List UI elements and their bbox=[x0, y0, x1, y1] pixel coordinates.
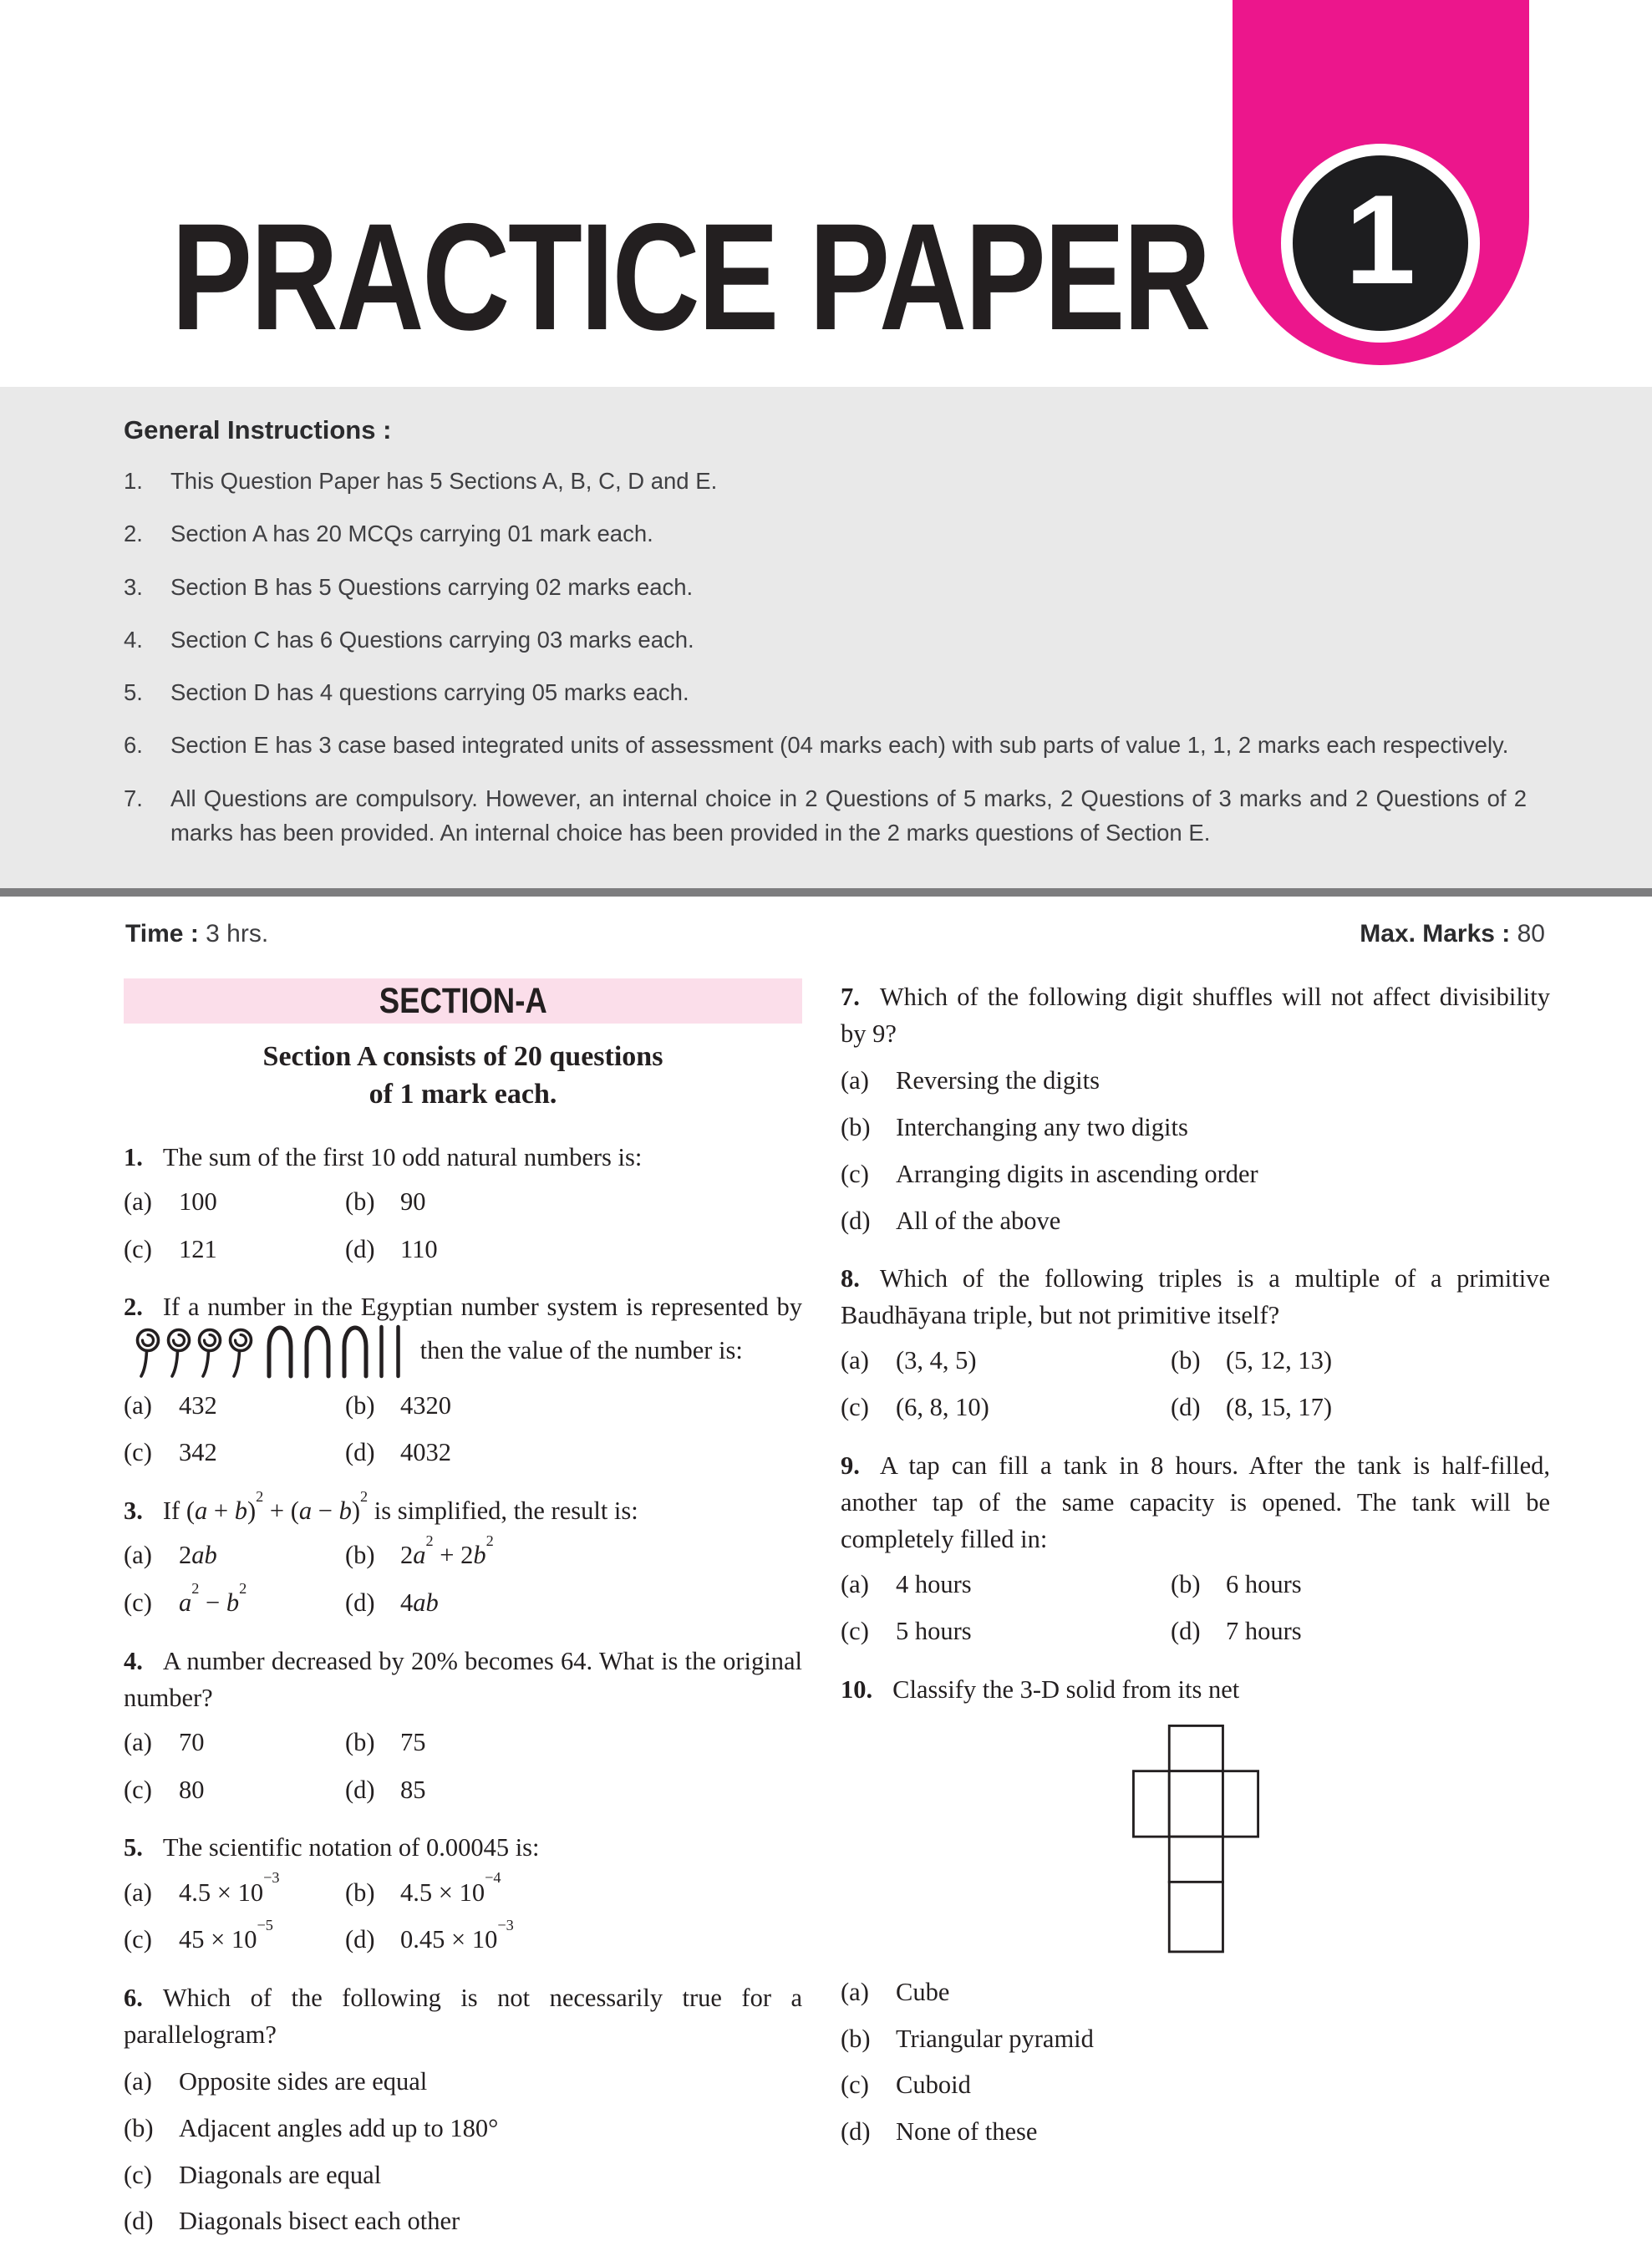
general-instructions-box bbox=[0, 387, 1652, 897]
option-text: 75 bbox=[400, 1727, 426, 1756]
question-text bbox=[124, 1288, 802, 1379]
option-text: (8, 15, 17) bbox=[1226, 1393, 1333, 1422]
option-label: (a) bbox=[841, 1569, 869, 1598]
option-text: 4 hours bbox=[896, 1569, 972, 1598]
option-label: (a) bbox=[124, 1390, 152, 1420]
question-number: 7. bbox=[841, 983, 860, 1011]
instruction-text: Section D has 4 questions carrying 05 marks each. bbox=[170, 679, 689, 705]
egyptian-arch-icon bbox=[302, 1324, 333, 1378]
option-label: (b) bbox=[345, 1877, 375, 1907]
question-6 bbox=[124, 1979, 802, 2239]
options bbox=[124, 1725, 802, 1807]
option-d bbox=[345, 1232, 802, 1268]
option-text: 4ab bbox=[400, 1588, 439, 1617]
option-label: (a) bbox=[841, 1066, 869, 1095]
instruction-text: Section A has 20 MCQs carrying 01 mark each. bbox=[170, 521, 653, 547]
page-header bbox=[0, 0, 1652, 387]
option-c bbox=[841, 1156, 1550, 1192]
question-text bbox=[124, 1979, 802, 2053]
question-number: 5. bbox=[124, 1833, 143, 1862]
option-b bbox=[345, 1725, 802, 1761]
option-label: (c) bbox=[841, 1159, 869, 1188]
instruction-text: Section B has 5 Questions carrying 02 marks each. bbox=[170, 573, 694, 600]
question-text-body: A tap can fill a tank in 8 hours. After the tank is half-filled, another tap of the same capacity is opened. The tank will be completely filled in: bbox=[841, 1451, 1550, 1554]
options bbox=[124, 1869, 802, 1958]
option-b bbox=[345, 1532, 802, 1573]
option-d bbox=[1171, 1390, 1550, 1425]
option-label: (b) bbox=[345, 1727, 375, 1756]
instruction-text: This Question Paper has 5 Sections A, B, C, D and E. bbox=[170, 468, 718, 494]
option-text: (3, 4, 5) bbox=[896, 1345, 977, 1374]
option-label: (c) bbox=[124, 1775, 152, 1804]
question-5 bbox=[124, 1829, 802, 1958]
option-label: (a) bbox=[124, 1186, 152, 1216]
option-c bbox=[124, 1232, 345, 1268]
option-c bbox=[124, 1435, 345, 1471]
paper-number-badge bbox=[1233, 0, 1529, 365]
option-label: (c) bbox=[841, 1393, 869, 1422]
option-c bbox=[124, 1917, 345, 1958]
option-text: 432 bbox=[179, 1390, 217, 1420]
option-label: (a) bbox=[124, 1877, 152, 1907]
instruction-text: All Questions are compulsory. However, an internal choice in 2 Questions of 5 marks, 2 Questions of 3 marks and 2 Questions of 2 marks has been provided. An internal choice has been provided in the 2 marks questions of Section E. bbox=[170, 785, 1527, 846]
option-text: 121 bbox=[179, 1234, 217, 1263]
option-text: None of these bbox=[896, 2117, 1038, 2147]
instruction-text: Section C has 6 Questions carrying 03 marks each. bbox=[170, 626, 694, 653]
question-number: 6. bbox=[124, 1983, 143, 2012]
question-text-body: Which of the following triples is a multiple of a primitive Baudhāyana triple, but not primitive itself? bbox=[841, 1264, 1550, 1330]
option-label: (c) bbox=[841, 2070, 869, 2100]
question-text-after: then the value of the number is: bbox=[419, 1335, 743, 1364]
question-10 bbox=[841, 1671, 1550, 2150]
options bbox=[841, 1567, 1550, 1649]
option-c bbox=[841, 2067, 1550, 2103]
question-number: 2. bbox=[124, 1293, 143, 1322]
instruction-item bbox=[124, 781, 1527, 851]
instruction-number: 1. bbox=[124, 468, 143, 494]
option-b bbox=[1171, 1567, 1550, 1603]
marks-label: Max. Marks : bbox=[1360, 920, 1511, 948]
instruction-item bbox=[124, 516, 1527, 551]
option-b bbox=[345, 1869, 802, 1911]
marks-value: 80 bbox=[1517, 920, 1545, 948]
egyptian-coil-icon bbox=[165, 1324, 193, 1378]
option-label: (c) bbox=[124, 1588, 152, 1617]
option-label: (a) bbox=[841, 1977, 869, 2006]
option-label: (a) bbox=[124, 2067, 152, 2096]
option-label: (d) bbox=[841, 1206, 871, 1235]
exam-meta-row bbox=[0, 897, 1652, 948]
left-column bbox=[124, 978, 802, 2261]
question-text bbox=[124, 1487, 802, 1529]
egyptian-stroke-icon bbox=[376, 1324, 387, 1378]
egyptian-stroke-icon bbox=[393, 1324, 404, 1378]
cube-net-figure bbox=[1132, 1725, 1259, 1954]
option-label: (b) bbox=[345, 1186, 375, 1216]
option-text: Adjacent angles add up to 180° bbox=[179, 2114, 499, 2143]
option-a bbox=[124, 1184, 345, 1220]
question-2 bbox=[124, 1288, 802, 1471]
option-text: Interchanging any two digits bbox=[896, 1113, 1188, 1142]
question-number: 4. bbox=[124, 1646, 143, 1675]
option-b bbox=[841, 2021, 1550, 2057]
option-label: (d) bbox=[345, 1925, 375, 1954]
option-text: 2ab bbox=[179, 1541, 217, 1570]
instruction-number: 7. bbox=[124, 785, 143, 811]
option-text: Diagonals are equal bbox=[179, 2160, 382, 2189]
question-number: 8. bbox=[841, 1264, 860, 1293]
option-text: 90 bbox=[400, 1186, 426, 1216]
option-text: 342 bbox=[179, 1438, 217, 1467]
question-number: 10. bbox=[841, 1675, 873, 1705]
section-a-banner bbox=[124, 978, 802, 1024]
instruction-number: 4. bbox=[124, 626, 143, 653]
option-label: (d) bbox=[1171, 1617, 1201, 1646]
option-b bbox=[1171, 1343, 1550, 1379]
option-a bbox=[124, 1537, 345, 1573]
question-text-body: The scientific notation of 0.00045 is: bbox=[162, 1833, 540, 1862]
question-text-body: If $(a + b)^2 + (a - b)^2$ is simplified, the result is: bbox=[162, 1487, 638, 1525]
option-d bbox=[841, 1203, 1550, 1239]
question-columns bbox=[0, 978, 1652, 2261]
paper-number-circle bbox=[1293, 155, 1468, 331]
egyptian-coil-icon bbox=[196, 1324, 224, 1378]
option-text: 110 bbox=[400, 1234, 438, 1263]
option-label: (b) bbox=[841, 1113, 871, 1142]
option-label: (c) bbox=[124, 1234, 152, 1263]
option-label: (b) bbox=[345, 1390, 375, 1420]
option-label: (a) bbox=[124, 1727, 152, 1756]
option-b bbox=[345, 1184, 802, 1220]
question-text-before: If a number in the Egyptian number system is represented by bbox=[162, 1293, 802, 1322]
option-a bbox=[124, 2064, 802, 2100]
options bbox=[841, 1974, 1550, 2150]
paper-number: 1 bbox=[1344, 169, 1416, 311]
instruction-item bbox=[124, 464, 1527, 498]
section-a-banner-text: SECTION-A bbox=[379, 980, 547, 1021]
instruction-number: 5. bbox=[124, 679, 143, 705]
options bbox=[124, 1388, 802, 1471]
question-text bbox=[124, 1643, 802, 1716]
page-title: PRACTICE PAPER bbox=[171, 191, 1209, 362]
question-text-body: Which of the following digit shuffles will not affect divisibility by 9? bbox=[841, 983, 1550, 1049]
question-number: 3. bbox=[124, 1496, 143, 1525]
section-a-subtitle: Section A consists of 20 questions of 1 mark each. bbox=[262, 1041, 663, 1110]
option-text: 4320 bbox=[400, 1390, 451, 1420]
instruction-text: Section E has 3 case based integrated units of assessment (04 marks each) with sub parts of value 1, 1, 2 marks each respectively. bbox=[170, 732, 1509, 759]
question-text-body: Classify the 3-D solid from its net bbox=[892, 1675, 1240, 1705]
option-text: Triangular pyramid bbox=[896, 2024, 1094, 2053]
question-9 bbox=[841, 1447, 1550, 1649]
option-text: Reversing the digits bbox=[896, 1066, 1100, 1095]
option-c bbox=[841, 1390, 1171, 1425]
instruction-number: 2. bbox=[124, 521, 143, 547]
option-text: Cube bbox=[896, 1977, 950, 2006]
egyptian-coil-icon bbox=[226, 1324, 255, 1378]
option-label: (d) bbox=[345, 1438, 375, 1467]
option-text: $45 \times 10^{-5}$ bbox=[179, 1917, 273, 1954]
options bbox=[841, 1343, 1550, 1425]
option-text: Arranging digits in ascending order bbox=[896, 1159, 1258, 1188]
option-text: 100 bbox=[179, 1186, 217, 1216]
question-text bbox=[841, 1260, 1550, 1334]
option-text: 7 hours bbox=[1226, 1617, 1302, 1646]
instruction-item bbox=[124, 675, 1527, 709]
instruction-item bbox=[124, 622, 1527, 657]
option-text: 5 hours bbox=[896, 1617, 972, 1646]
option-d bbox=[345, 1585, 802, 1621]
time-label: Time : bbox=[125, 920, 199, 948]
option-text: $4.5 \times 10^{-4}$ bbox=[400, 1869, 501, 1907]
options bbox=[841, 1063, 1550, 1238]
question-text-body: A number decreased by 20% becomes 64. What is the original number? bbox=[124, 1646, 802, 1712]
question-number: 9. bbox=[841, 1451, 860, 1480]
option-a bbox=[124, 1725, 345, 1761]
egyptian-arch-icon bbox=[265, 1324, 295, 1378]
instructions-heading: General Instructions : bbox=[124, 415, 392, 445]
option-text: $4.5 \times 10^{-3}$ bbox=[179, 1869, 280, 1907]
option-text: Diagonals bisect each other bbox=[179, 2207, 460, 2236]
option-d bbox=[345, 1917, 802, 1958]
instruction-number: 6. bbox=[124, 732, 143, 759]
option-text: (6, 8, 10) bbox=[896, 1393, 989, 1422]
instruction-item bbox=[124, 728, 1527, 762]
option-a bbox=[841, 1063, 1550, 1099]
question-1 bbox=[124, 1139, 802, 1268]
option-d bbox=[345, 1435, 802, 1471]
instruction-number: 3. bbox=[124, 573, 143, 600]
option-a bbox=[124, 1388, 345, 1424]
option-text: 85 bbox=[400, 1775, 426, 1804]
option-text: Opposite sides are equal bbox=[179, 2067, 428, 2096]
question-7 bbox=[841, 978, 1550, 1238]
option-text: 4032 bbox=[400, 1438, 451, 1467]
option-label: (c) bbox=[124, 2160, 152, 2189]
question-text-body: Which of the following is not necessarily true for a parallelogram? bbox=[124, 1983, 802, 2050]
option-c bbox=[124, 2157, 802, 2193]
option-text: 70 bbox=[179, 1727, 205, 1756]
option-text: 6 hours bbox=[1226, 1569, 1302, 1598]
option-label: (a) bbox=[841, 1345, 869, 1374]
option-d bbox=[1171, 1613, 1550, 1649]
question-8 bbox=[841, 1260, 1550, 1425]
options bbox=[124, 1184, 802, 1267]
option-label: (c) bbox=[841, 1617, 869, 1646]
option-text: $2a^2 + 2b^2$ bbox=[400, 1532, 494, 1570]
option-a bbox=[841, 1567, 1171, 1603]
option-text: Cuboid bbox=[896, 2070, 971, 2100]
option-label: (b) bbox=[1171, 1345, 1201, 1374]
option-c bbox=[124, 1579, 345, 1621]
instruction-item bbox=[124, 570, 1527, 604]
question-text bbox=[841, 978, 1550, 1052]
option-text: (5, 12, 13) bbox=[1226, 1345, 1333, 1374]
option-c bbox=[841, 1613, 1171, 1649]
option-label: (a) bbox=[124, 1541, 152, 1570]
option-label: (d) bbox=[345, 1588, 375, 1617]
option-a bbox=[841, 1974, 1550, 2010]
options bbox=[124, 1532, 802, 1620]
option-label: (d) bbox=[841, 2117, 871, 2147]
instructions-list bbox=[124, 464, 1527, 850]
option-text: $0.45 \times 10^{-3}$ bbox=[400, 1917, 514, 1954]
question-text bbox=[124, 1829, 802, 1866]
option-d bbox=[841, 2114, 1550, 2150]
option-text: 80 bbox=[179, 1775, 205, 1804]
option-b bbox=[841, 1110, 1550, 1146]
option-text: All of the above bbox=[896, 1206, 1061, 1235]
option-b bbox=[345, 1388, 802, 1424]
option-label: (c) bbox=[124, 1925, 152, 1954]
question-4 bbox=[124, 1643, 802, 1808]
time-value: 3 hrs. bbox=[206, 920, 269, 948]
option-label: (d) bbox=[345, 1775, 375, 1804]
option-label: (b) bbox=[124, 2114, 154, 2143]
question-number: 1. bbox=[124, 1142, 143, 1171]
option-label: (d) bbox=[345, 1234, 375, 1263]
option-d bbox=[124, 2203, 802, 2239]
question-text bbox=[841, 1671, 1550, 1708]
options bbox=[124, 2064, 802, 2239]
marks-info bbox=[1360, 920, 1545, 948]
option-a bbox=[124, 1869, 345, 1911]
option-label: (b) bbox=[841, 2024, 871, 2053]
question-text bbox=[124, 1139, 802, 1176]
egyptian-numerals bbox=[134, 1324, 404, 1378]
egyptian-arch-icon bbox=[340, 1324, 370, 1378]
option-d bbox=[345, 1772, 802, 1808]
option-text: $a^2 - b^2$ bbox=[179, 1579, 247, 1617]
right-column bbox=[841, 978, 1550, 2261]
option-c bbox=[124, 1772, 345, 1808]
option-label: (d) bbox=[1171, 1393, 1201, 1422]
time-info bbox=[125, 920, 268, 948]
option-label: (d) bbox=[124, 2207, 154, 2236]
option-a bbox=[841, 1343, 1171, 1379]
option-label: (b) bbox=[1171, 1569, 1201, 1598]
question-text-body: The sum of the first 10 odd natural numbers is: bbox=[162, 1142, 643, 1171]
option-label: (b) bbox=[345, 1541, 375, 1570]
question-3 bbox=[124, 1487, 802, 1621]
option-label: (c) bbox=[124, 1438, 152, 1467]
egyptian-coil-icon bbox=[134, 1324, 162, 1378]
option-b bbox=[124, 2111, 802, 2147]
question-text bbox=[841, 1447, 1550, 1558]
